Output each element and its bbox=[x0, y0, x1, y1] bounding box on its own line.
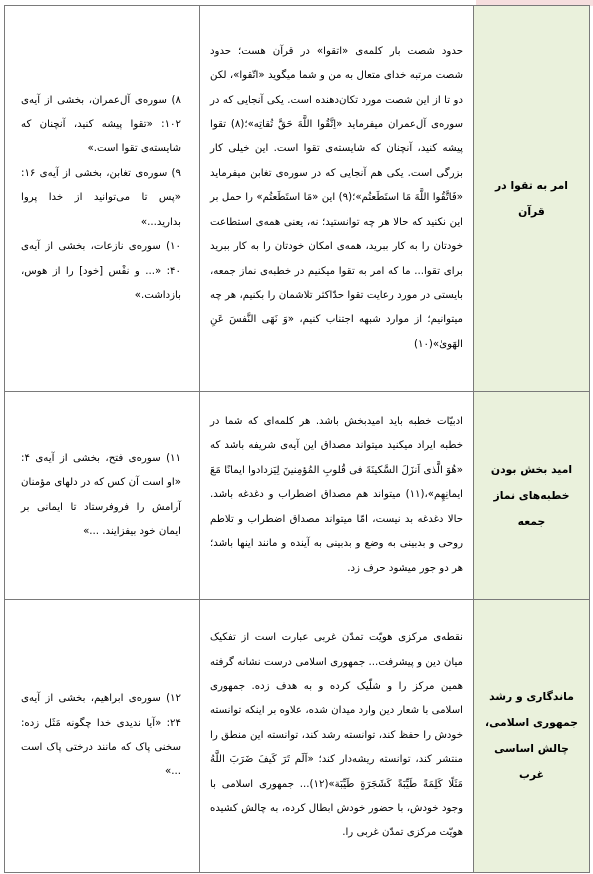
body-cell bbox=[200, 6, 474, 392]
topic-text: امید بخش بودن خطبه‌های نماز جمعه bbox=[490, 462, 573, 528]
references-cell bbox=[5, 6, 200, 392]
topic-cell bbox=[474, 600, 590, 873]
references-cell bbox=[5, 600, 200, 873]
references-cell bbox=[5, 392, 200, 600]
topic-cell bbox=[474, 392, 590, 600]
reference-note: ۱۰) سوره‌ی نازعات، بخشی از آیه‌ی ۴۰: «... و نفْس [خود] را از هوس، بازداشت.» bbox=[21, 241, 181, 301]
reference-note: ۹) سوره‌ی تغابن، بخشی از آیه‌ی ۱۶: «پس تا می‌توانید از خدا پروا بدارید...» bbox=[21, 167, 181, 228]
reference-note: ۱۲) سوره‌ی ابراهیم، بخشی از آیه‌ی ۲۴: «آیا ندیدی خدا چگونه مَثَل زده: سخنی پاک که مانند درختی پاک است ...» bbox=[21, 693, 181, 778]
content-table bbox=[4, 5, 590, 873]
reference-note: ۸) سوره‌ی آل‌عمران، بخشی از آیه‌ی ۱۰۲: «تقوا پیشه کنید، آنچنان که شایسته‌ی تقوا است.» bbox=[21, 94, 181, 155]
body-cell bbox=[200, 600, 474, 873]
table-row bbox=[5, 6, 590, 392]
body-text: ادبیّات خطبه باید امیدبخش باشد. هر کلمه‌ای که شما در خطبه ایراد میکنید میتواند مصداق این آیه‌ی شریفه باشد که «هُوَ الَّذی اَنزَلَ السَّکینَةَ فی قُلوبِ المُؤمِنینَ لِیَزدادوا ایمانًا مَعَ ایمانِهِم»،(۱۱) میتواند هم مصداق اضطراب و دغدغه باشد. حالا دغدغه بد نیست، امّا میتواند مصداق اضطراب و تلاطم روحی و بدبینی به وضع و بدبینی به آینده و مانند اینها باشد؛ هر دو جور میشود حرف زد. bbox=[210, 416, 463, 574]
reference-note: ۱۱) سوره‌ی فتح، بخشی از آیه‌ی ۴: «او است آن کس که در دلهای مؤمنان آرامش را فروفرستاد تا ایمانی بر ایمان خود بیفزایند. ...» bbox=[21, 452, 181, 537]
body-cell bbox=[200, 392, 474, 600]
body-text: حدود شصت بار کلمه‌ی «اتقوا» در قرآن هست؛ حدود شصت مرتبه خدای متعال به من و شما میگوید «اتّقوا»، لکن دو تا از این شصت مورد تکان‌دهنده است. یکی آنجایی که در سوره‌ی آل‌عمران میفرماید «اِتَّقُوا اللَّهَ حَقَّ تُقاتِه»؛(۸) تقوا پیشه کنید، آنچنان که شایسته‌ی تقوا است. این خیلی کار بزرگی است. یکی هم آنجایی که در سوره‌ی تغابن میفرماید «فَاتَّقُوا اللَّهَ مَا استَطَعتُم»؛(۹) این «مَا استَطَعتُم» را حمل بر این نکنید که حالا هر چه توانستید؛ نه، یعنی همه‌ی استطاعت خودتان را به کار ببرید، همه‌ی امکان خودتان را به کار ببرید برای تقوا... ما که امر به تقوا میکنیم در خطبه‌ی نماز جمعه، بایستی در مورد رعایت تقوا حدّاکثر تلاشمان را بکنیم، هر چه میتوانیم؛ از موارد شبهه اجتناب کنیم، «وَ نَهَی النَّفسَ عَنِ الهَوىٰ»(۱۰) bbox=[210, 45, 464, 350]
table-row bbox=[5, 392, 590, 600]
topic-text: ماندگاری و رشد جمهوری اسلامی، چالش اساسی غرب bbox=[484, 690, 578, 781]
topic-text: امر به تقوا در قرآن bbox=[494, 178, 569, 218]
body-text: نقطه‌ی مرکزی هویّت تمدّن غربی عبارت است از تفکیک میان دین و پیشرفت... جمهوری اسلامی درست نشانه گرفته همین مرکز را و شلّیک کرده و به هدف زده. جمهوری اسلامی با شعار دین وارد میدان شده، علاوه بر اینکه توانسته خودش را حفظ کند، توانسته رشد کند، توانسته این منطق را منتشر کند، توانسته ریشه‌دار کند؛ «اَلَم تَرَ کَیفَ ضَرَبَ اللَّهُ مَثَلًا کَلِمَةً طَیِّبَةً کَشَجَرَةٍ طَیِّبَة»(۱۲)... جمهوری اسلامی با وجود خودش، با حضور خودش ابطال کرده، به چالش کشیده هویّت مرکزی تمدّن غربی را. bbox=[210, 632, 463, 839]
topic-cell bbox=[474, 6, 590, 392]
table-row bbox=[5, 600, 590, 873]
